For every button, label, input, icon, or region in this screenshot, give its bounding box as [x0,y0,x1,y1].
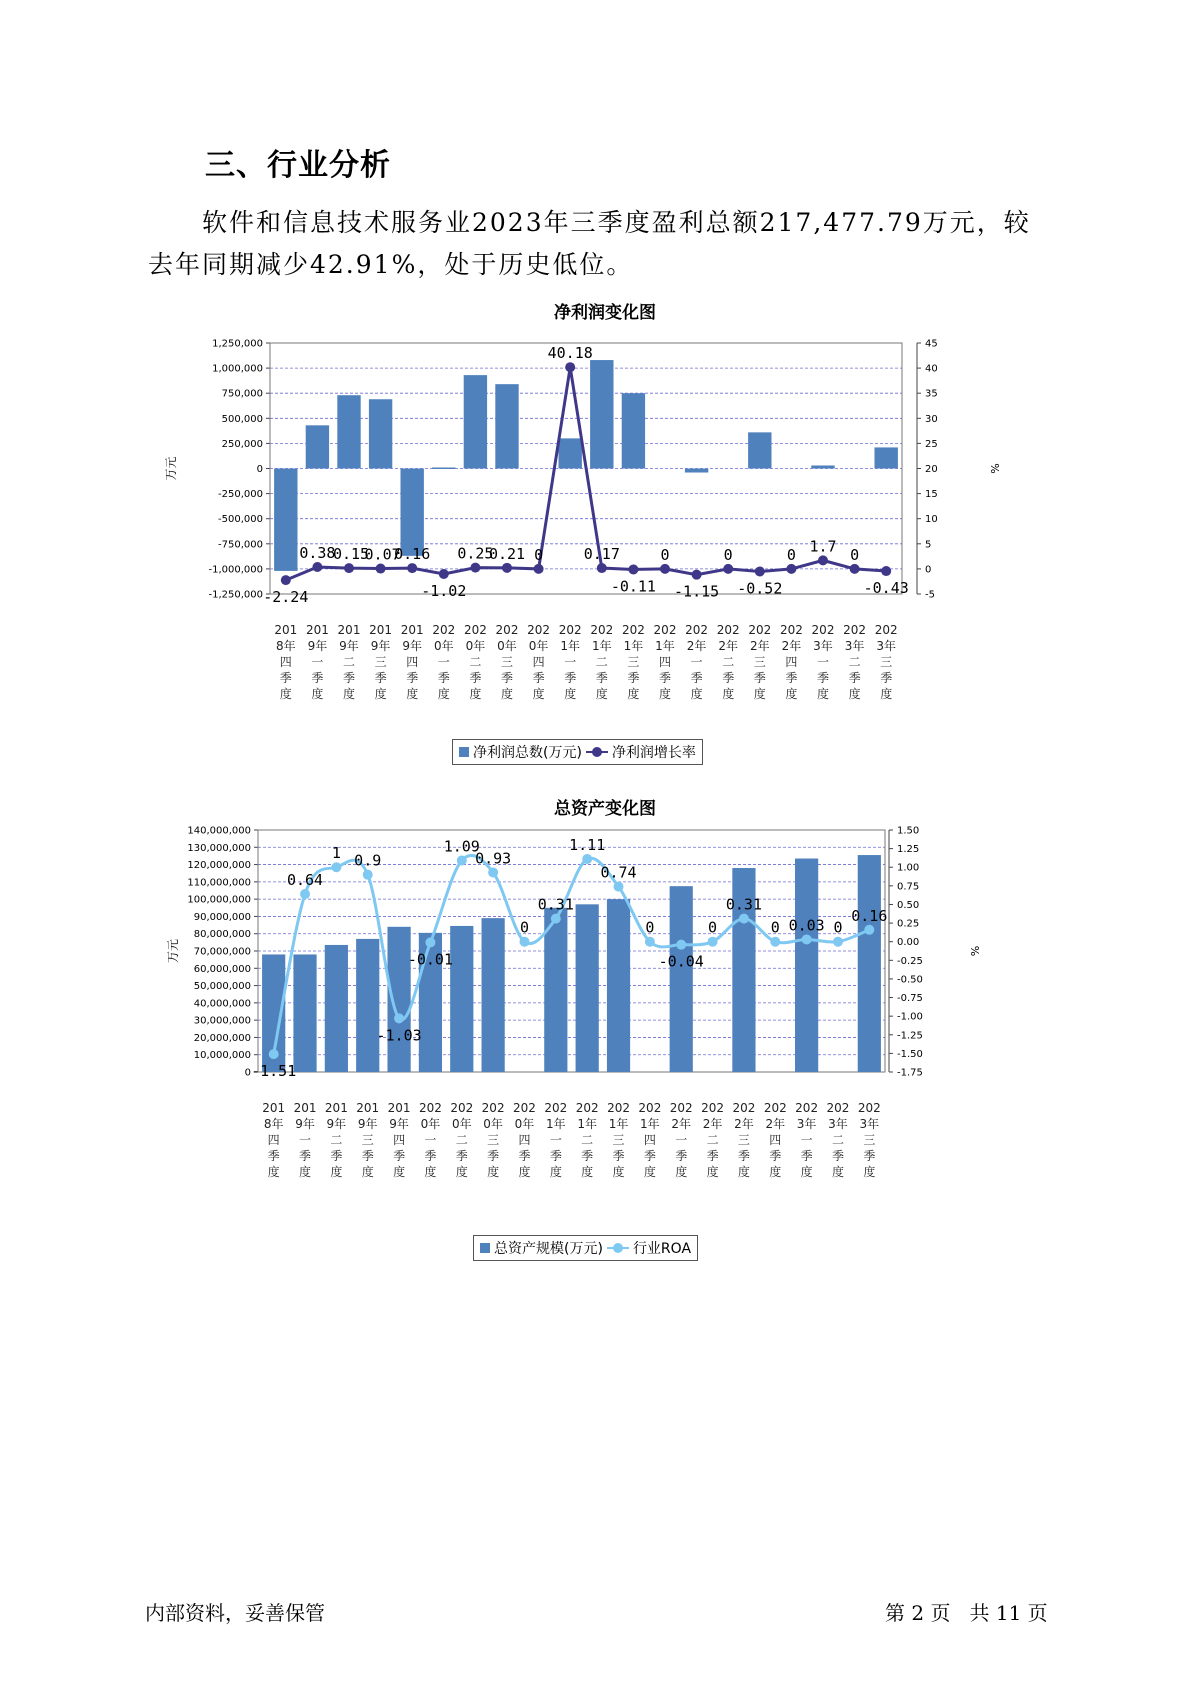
y-tick-label: 130,000,000 [187,842,251,854]
y-tick-label: 0 [256,464,263,475]
line-point [739,914,749,924]
x-tick-label: 202 0年四季度 [527,623,551,701]
data-label: -0.52 [737,579,783,598]
data-label: -1.51 [251,1062,297,1081]
data-label: 0.16 [394,545,431,564]
net-profit-plot [164,326,1025,766]
x-tick-label: 202 0年一季度 [418,1101,442,1179]
line-point [300,889,310,899]
data-label: 0 [519,918,529,937]
x-tick-label: 202 2年一季度 [685,623,709,701]
data-label: 0 [786,545,796,564]
y-tick-label: 140,000,000 [187,825,251,837]
line-point [394,1013,404,1023]
data-label: 0.74 [600,863,637,882]
x-tick-label: 202 0年二季度 [450,1101,474,1179]
y2-tick-label: -1.50 [897,1048,923,1060]
y-tick-label: 0 [244,1067,251,1079]
y-tick-label: 110,000,000 [187,877,251,889]
data-label: 0 [645,918,655,937]
bar-swatch-icon [480,1243,490,1253]
y-tick-label: 1,000,000 [212,363,263,375]
y2-tick-label: -0.50 [897,974,923,986]
data-label: 0 [770,918,780,937]
y2-axis-title: % [988,463,1001,474]
line-point [312,562,322,572]
y2-tick-label: 15 [925,489,938,501]
line-point [597,563,607,573]
line-point [614,882,624,892]
x-tick-label: 202 3年一季度 [811,623,835,701]
net-profit-chart [164,296,1025,766]
bar [685,469,708,473]
data-label: -1.02 [421,582,467,601]
y-tick-label: 50,000,000 [193,981,251,993]
x-tick-label: 202 0年三季度 [481,1101,505,1179]
data-label: 0.25 [457,544,494,563]
line-point [519,937,529,947]
bar [670,886,693,1072]
line-point [755,567,765,577]
line-point [676,940,686,950]
legend-item-line: 行业ROA [632,1241,692,1257]
x-tick-label: 202 1年三季度 [607,1101,630,1179]
line-point [534,564,544,574]
data-label: 0 [850,545,860,564]
y2-tick-label: 5 [925,539,932,551]
line-point [786,564,796,574]
line-point [457,856,467,866]
y2-tick-label: 0.50 [897,899,920,911]
data-label: 1.7 [809,537,837,556]
data-label: 40.18 [547,344,593,363]
line-point [850,564,860,574]
x-tick-label: 201 9年二季度 [337,623,361,701]
data-label: -0.01 [407,950,454,969]
data-label: 0 [534,545,544,564]
y2-tick-label: 0.25 [897,918,920,930]
bar [875,447,898,468]
x-tick-label: 202 3年三季度 [857,1101,881,1179]
bar [401,469,424,556]
bar [559,438,582,468]
data-label: 1.11 [569,836,606,855]
data-label: 0.03 [788,916,825,935]
y2-tick-label: 20 [925,464,938,475]
line-point [488,867,498,877]
total-assets-plot [166,822,1025,1262]
bar-swatch-icon [459,747,469,757]
y-tick-label: -500,000 [218,514,263,526]
x-tick-label: 202 2年四季度 [763,1101,787,1179]
y-tick-label: -250,000 [218,489,263,501]
bar [369,399,392,468]
legend-item-bar: 净利润总数(万元) [473,745,582,761]
bar [450,926,473,1072]
y-tick-label: 20,000,000 [193,1032,251,1044]
bar [748,432,771,468]
line-point [723,564,733,574]
line-point [645,937,655,947]
y2-tick-label: 1.00 [897,862,920,874]
legend-item-bar: 总资产规模(万元) [494,1241,603,1257]
bar [858,855,881,1072]
data-label: 1 [331,844,341,863]
y2-tick-label: 10 [925,514,938,526]
y-tick-label: 100,000,000 [187,894,251,906]
data-label: 0 [833,918,843,937]
y-tick-label: 80,000,000 [193,929,251,941]
line-point [470,563,480,573]
line-point [582,854,592,864]
bar [432,467,455,469]
line-point [269,1049,279,1059]
bar [622,393,645,468]
line-point [344,563,354,573]
y-axis-title: 万元 [164,456,178,481]
x-tick-label: 202 0年二季度 [463,623,487,701]
x-tick-label: 201 8年四季度 [262,1101,286,1179]
chart-legend [452,739,703,765]
line-point [425,937,435,947]
bar [811,465,834,468]
line-point [281,575,291,585]
x-tick-label: 201 9年三季度 [369,623,393,701]
y2-tick-label: -1.00 [897,1011,923,1023]
footer-page-number: 第 2 页 共 11 页 [885,1601,1048,1625]
x-tick-label: 202 1年一季度 [558,623,582,701]
summary-paragraph: 软件和信息技术服务业2023年三季度盈利总额217,477.79万元，较去年同期减少42.91%，处于历史低位。 [148,208,1031,279]
y-tick-label: -750,000 [218,539,263,551]
x-tick-label: 202 1年四季度 [653,623,677,701]
bar [337,395,360,468]
y2-tick-label: -0.75 [897,993,923,1005]
bar [293,954,316,1072]
total-assets-chart [166,792,1025,1262]
x-tick-label: 201 9年三季度 [356,1101,380,1179]
y2-tick-label: 35 [925,388,938,400]
data-label: -0.11 [610,577,656,596]
y-axis-title: 万元 [166,938,180,964]
line-point [864,925,874,935]
footer-confidential: 内部资料，妥善保管 [145,1601,325,1625]
y2-tick-label: 45 [925,338,938,350]
y2-tick-label: 40 [925,363,938,375]
y-tick-label: 30,000,000 [193,1015,251,1027]
y-tick-label: 120,000,000 [187,860,251,872]
bar [306,425,329,468]
x-tick-label: 201 9年一季度 [293,1101,317,1179]
data-label: -2.24 [263,588,309,607]
line-point [331,862,341,872]
data-label: 0.15 [332,545,370,564]
x-tick-label: 202 2年一季度 [669,1101,693,1179]
data-label: 1.09 [443,837,480,856]
y2-axis-title: % [968,945,981,957]
line-point [660,564,670,574]
y-tick-label: 90,000,000 [193,911,251,923]
line-point [439,569,449,579]
data-label: 0 [708,918,718,937]
x-tick-label: 202 2年三季度 [732,1101,756,1179]
y2-tick-label: -1.25 [897,1030,923,1042]
data-label: 0.93 [475,849,512,868]
section-heading: 三、行业分析 [205,148,391,183]
data-label: 0.9 [354,851,382,870]
bar [590,360,613,468]
data-label: 0.31 [725,895,762,914]
bar [607,899,630,1072]
y2-tick-label: -0.25 [897,955,923,967]
bar [482,918,505,1072]
data-label: 0.64 [286,871,324,890]
x-tick-label: 202 1年二季度 [575,1101,599,1179]
data-label: 0.31 [537,895,574,914]
bar [325,945,348,1072]
x-tick-label: 202 2年四季度 [779,623,803,701]
y-tick-label: 70,000,000 [193,946,251,958]
x-tick-label: 201 9年一季度 [305,623,329,701]
y2-tick-label: 30 [925,413,938,425]
line-point [551,914,561,924]
chart-legend [473,1235,698,1261]
line-swatch-icon [586,747,608,757]
bar [356,939,379,1072]
x-tick-label: 202 2年二季度 [701,1101,725,1179]
x-tick-label: 202 2年三季度 [748,623,772,701]
line-point [407,563,417,573]
data-label: -1.03 [376,1026,422,1045]
x-tick-label: 202 0年一季度 [432,623,456,701]
y2-tick-label: 0 [925,564,932,576]
line-point [818,555,828,565]
y-tick-label: -1,000,000 [208,564,263,576]
x-tick-label: 202 1年一季度 [544,1101,568,1179]
y-tick-label: 10,000,000 [193,1050,251,1062]
y2-tick-label: 0.00 [897,937,920,949]
line-point [692,570,702,580]
data-label: 0 [660,545,670,564]
y-tick-label: 250,000 [221,438,263,450]
x-tick-label: 201 9年四季度 [400,623,424,701]
chart-title: 总资产变化图 [554,799,656,819]
y2-tick-label: -5 [925,589,935,601]
y-tick-label: 500,000 [221,413,263,425]
y2-tick-label: 0.75 [897,881,920,893]
line-swatch-icon [607,1243,629,1253]
x-tick-label: 202 3年三季度 [874,623,898,701]
y-tick-label: -1,250,000 [208,589,263,601]
line-point [502,563,512,573]
line-point [628,564,638,574]
data-label: -0.43 [863,579,909,598]
x-tick-label: 202 3年一季度 [795,1101,819,1179]
bar [274,469,297,571]
x-tick-label: 202 0年四季度 [513,1101,536,1179]
y2-tick-label: 25 [925,438,938,450]
data-label: -1.15 [674,582,720,601]
bar [576,904,599,1072]
data-label: 0.21 [488,544,526,563]
bar [464,375,487,468]
line-point [802,934,812,944]
y2-tick-label: -1.75 [897,1067,923,1079]
x-tick-label: 202 3年二季度 [843,623,867,701]
x-tick-label: 202 1年三季度 [621,623,645,701]
x-tick-label: 201 9年二季度 [324,1101,348,1179]
data-label: 0.38 [299,543,336,562]
y-tick-label: 60,000,000 [193,963,251,975]
line-point [376,564,386,574]
bar [495,384,518,468]
line-point [708,937,718,947]
x-tick-label: 202 1年四季度 [638,1101,662,1179]
x-tick-label: 202 2年二季度 [716,623,740,701]
data-label: 0.07 [364,545,401,564]
data-label: 0.16 [851,906,888,925]
y-tick-label: 40,000,000 [193,998,251,1010]
data-label: 0.17 [583,545,620,564]
line-point [881,566,891,576]
line-point [833,937,843,947]
x-tick-label: 202 0年三季度 [495,623,519,701]
line-point [770,937,780,947]
y2-tick-label: 1.50 [897,825,920,837]
legend-item-line: 净利润增长率 [611,745,696,761]
data-label: -0.04 [658,952,704,971]
chart-title: 净利润变化图 [554,303,656,323]
x-tick-label: 201 9年四季度 [387,1101,411,1179]
x-tick-label: 202 3年二季度 [826,1101,850,1179]
line-point [363,870,373,880]
line-point [565,362,575,372]
x-tick-label: 201 8年四季度 [274,623,298,701]
bar [544,908,567,1072]
y2-tick-label: 1.25 [897,844,920,856]
y-tick-label: 750,000 [221,388,263,400]
x-tick-label: 202 1年二季度 [590,623,614,701]
y-tick-label: 1,250,000 [212,338,263,350]
bar [795,859,818,1072]
data-label: 0 [723,545,733,564]
